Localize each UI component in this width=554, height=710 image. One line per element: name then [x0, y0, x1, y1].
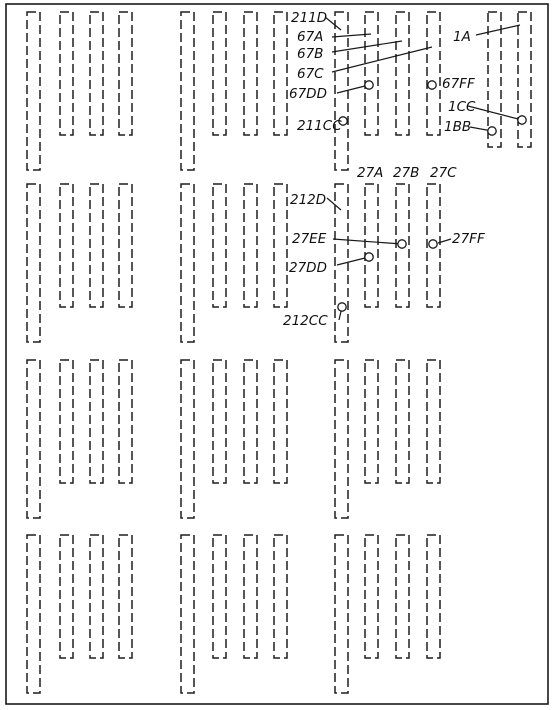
label-27ff: 27FF — [452, 231, 485, 247]
slot-long — [181, 12, 194, 170]
label-211cc: 211CC — [297, 118, 342, 134]
leader-line — [332, 47, 432, 72]
label-1a: 1A — [453, 29, 471, 45]
hole — [429, 240, 437, 248]
label-67c: 67C — [297, 66, 324, 82]
slot-short — [274, 535, 287, 658]
label-67ff: 67FF — [442, 76, 475, 92]
label-27ee: 27EE — [292, 231, 327, 247]
leader-line — [325, 17, 341, 30]
label-27dd: 27DD — [289, 260, 327, 276]
slot-short — [60, 12, 73, 135]
slot-short — [274, 184, 287, 307]
slot-short — [396, 535, 409, 658]
slot-long — [27, 360, 40, 518]
slot-short — [60, 535, 73, 658]
slot-long — [335, 360, 348, 518]
hole — [365, 81, 373, 89]
slot-short — [274, 12, 287, 135]
label-27b: 27B — [393, 165, 420, 181]
slot-short — [119, 184, 132, 307]
holes — [338, 81, 526, 311]
label-211d: 211D — [291, 10, 328, 26]
hole — [488, 127, 496, 135]
slot-short — [213, 360, 226, 483]
slot-short — [119, 360, 132, 483]
label-1bb: 1BB — [444, 119, 472, 135]
slot-short — [60, 360, 73, 483]
slot-long — [181, 535, 194, 693]
slot-short — [90, 184, 103, 307]
slot-short — [396, 360, 409, 483]
hole — [428, 81, 436, 89]
slot-short — [213, 12, 226, 135]
slot-short — [365, 535, 378, 658]
slot-short — [427, 12, 440, 135]
label-1cc: 1CC — [448, 99, 476, 115]
slot-short — [518, 12, 531, 147]
slot-short — [244, 184, 257, 307]
leader-line — [327, 198, 341, 210]
slot-short — [90, 535, 103, 658]
slot-short — [213, 535, 226, 658]
label-212cc: 212CC — [283, 313, 328, 329]
slot-short — [90, 360, 103, 483]
hole — [518, 116, 526, 124]
label-67dd: 67DD — [289, 86, 327, 102]
hole — [398, 240, 406, 248]
slot-short — [244, 12, 257, 135]
slot-long — [27, 12, 40, 170]
slot-short — [90, 12, 103, 135]
slot-short — [365, 184, 378, 307]
leader-line — [337, 257, 369, 265]
slot-short — [365, 360, 378, 483]
slot-short — [213, 184, 226, 307]
hole — [338, 303, 346, 311]
slot-short — [427, 360, 440, 483]
slot-short — [119, 535, 132, 658]
slot-long — [181, 360, 194, 518]
slot-short — [365, 12, 378, 135]
label-67b: 67B — [297, 46, 324, 62]
slot-short — [427, 535, 440, 658]
slot-long — [27, 184, 40, 342]
slot-short — [244, 535, 257, 658]
slot-short — [119, 12, 132, 135]
slot-short — [274, 360, 287, 483]
label-27a: 27A — [357, 165, 384, 181]
leader-lines — [325, 17, 522, 320]
leader-line — [337, 85, 369, 93]
leader-line — [476, 25, 520, 35]
label-67a: 67A — [297, 29, 324, 45]
label-27c: 27C — [430, 165, 457, 181]
slot-long — [335, 535, 348, 693]
slot-long — [181, 184, 194, 342]
label-212d: 212D — [290, 192, 327, 208]
leader-line — [332, 41, 402, 52]
hole — [365, 253, 373, 261]
leader-line — [333, 239, 402, 244]
slot-short — [60, 184, 73, 307]
slot-short — [244, 360, 257, 483]
slot-long — [27, 535, 40, 693]
slot-short — [396, 12, 409, 135]
labels — [283, 10, 485, 329]
leader-line — [468, 106, 522, 120]
